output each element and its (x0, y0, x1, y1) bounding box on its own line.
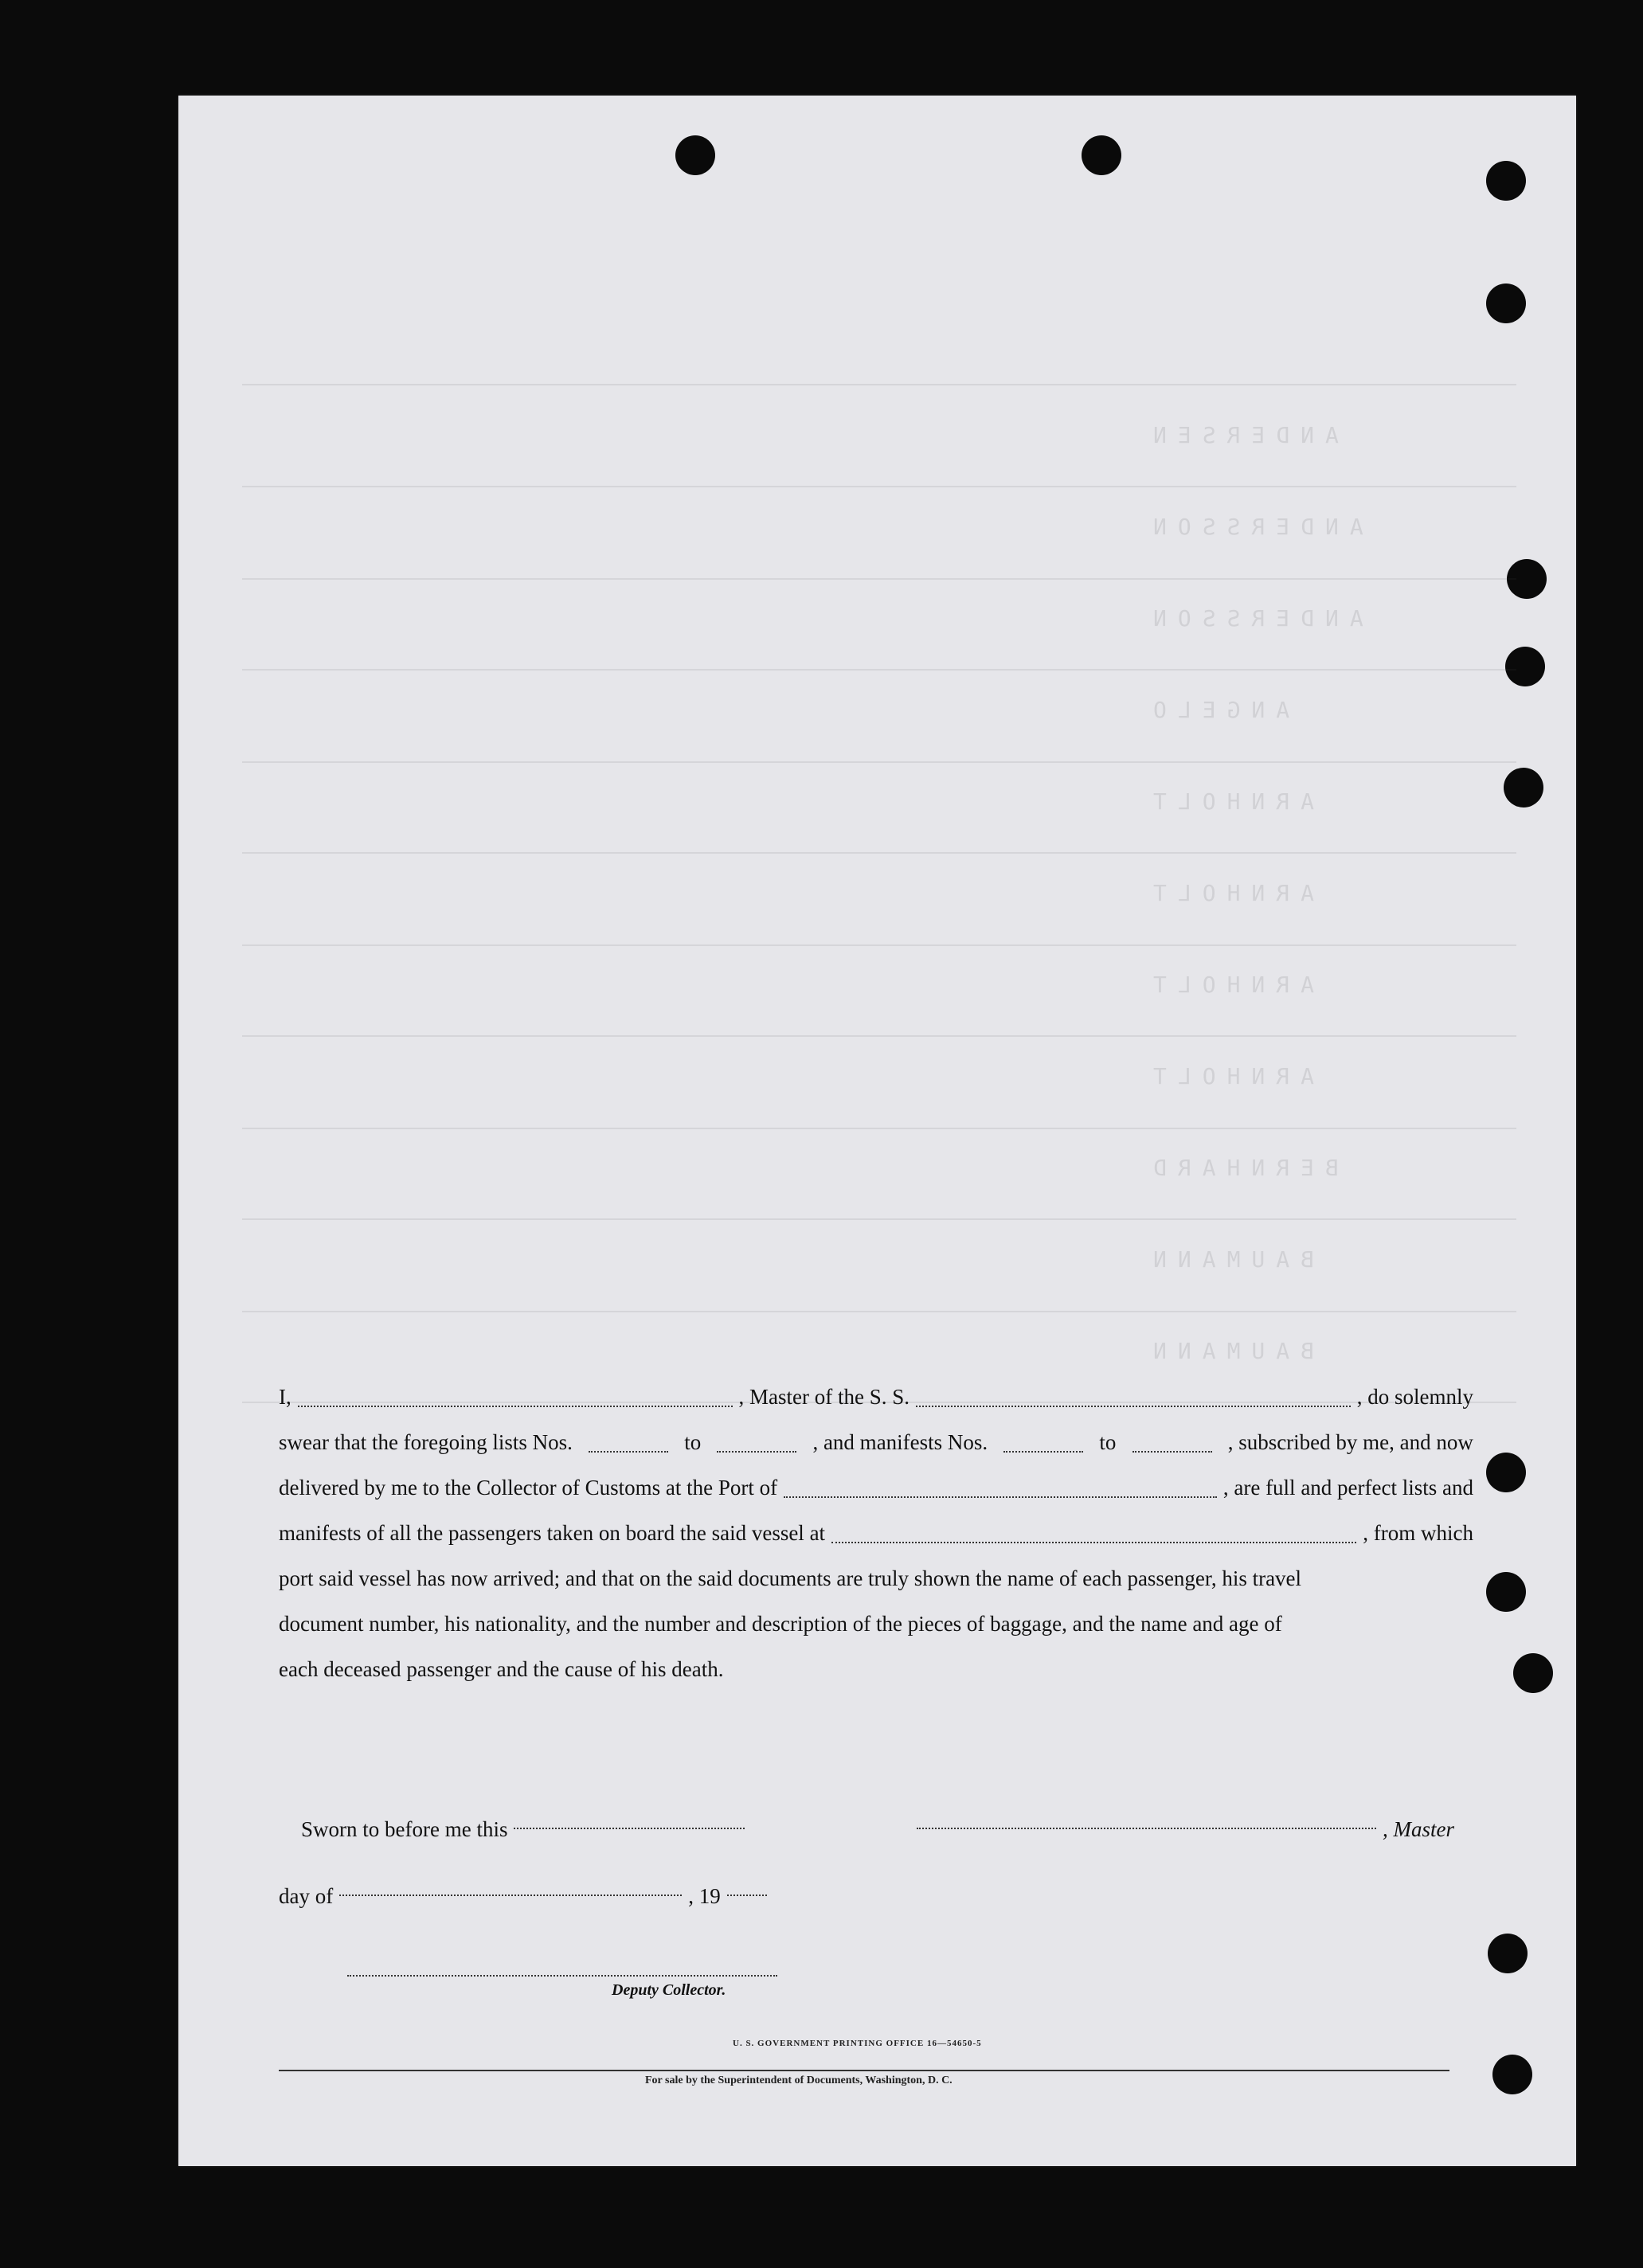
manifests-from-field[interactable] (1003, 1450, 1083, 1453)
oath-line-2 (279, 1420, 1473, 1465)
oath-to-2: to (1099, 1430, 1117, 1454)
oath-line-1 (279, 1374, 1473, 1420)
oath-paragraph (279, 1374, 1473, 1692)
manifests-to-field[interactable] (1132, 1450, 1212, 1453)
deputy-signature-line[interactable] (347, 1975, 777, 1977)
oath-line7: each deceased passenger and the cause of his death. (279, 1657, 724, 1681)
oath-manifests: , and manifests Nos. (812, 1430, 988, 1454)
oath-line1-end: , do solemnly (1356, 1385, 1474, 1409)
oath-to-1: to (684, 1430, 702, 1454)
oath-line-7 (279, 1647, 1473, 1692)
year-label: , 19 (688, 1884, 721, 1908)
oath-line-5 (279, 1556, 1473, 1601)
day-of-field[interactable] (339, 1894, 682, 1896)
day-of-label: day of (279, 1884, 334, 1908)
footer-rule (279, 2070, 1449, 2071)
master-label: , Master (1383, 1817, 1454, 1841)
master-signature-field[interactable] (917, 1827, 1376, 1829)
oath-line6: document number, his nationality, and the number and description of the pieces of baggage, and the name and age of (279, 1612, 1282, 1636)
printer-line: U. S. GOVERNMENT PRINTING OFFICE 16—54650-5 (733, 2039, 982, 2048)
sworn-label: Sworn to before me this (301, 1817, 508, 1841)
oath-line4-start: manifests of all the passengers taken on board the said vessel at (279, 1521, 826, 1545)
oath-line-3 (279, 1465, 1473, 1511)
oath-line-4 (279, 1511, 1473, 1556)
sworn-row (301, 1817, 1454, 1842)
year-field[interactable] (727, 1894, 767, 1896)
sworn-date-field[interactable] (514, 1827, 745, 1829)
oath-line2-end: , subscribed by me, and now (1227, 1430, 1473, 1454)
footer-sale-text: For sale by the Superintendent of Documents, Washington, D. C. (645, 2074, 953, 2086)
manifest-page (178, 96, 1576, 2166)
oath-line3-end: , are full and perfect lists and (1222, 1476, 1473, 1500)
oath-line-6 (279, 1601, 1473, 1647)
deputy-collector-label: Deputy Collector. (612, 1981, 726, 1999)
oath-i: I, (279, 1385, 291, 1409)
bleed-through: ANDERSEN ANDERSSON ANDERSSON ANGELO ARNHOLT ARNHOLT ARNHOLT ARNHOLT BERNHARD BAUMANN BAUMANN (242, 96, 1516, 2086)
master-name-field[interactable] (298, 1405, 733, 1407)
oath-line4-end: , from which (1363, 1521, 1473, 1545)
punch-hole (1513, 1653, 1553, 1693)
port-field[interactable] (784, 1496, 1217, 1498)
oath-line5: port said vessel has now arrived; and that on the said documents are truly shown the name of each passenger, his travel (279, 1566, 1302, 1590)
lists-to-field[interactable] (717, 1450, 796, 1453)
day-of-row (279, 1884, 773, 1909)
ship-name-field[interactable] (916, 1405, 1351, 1407)
oath-line3-start: delivered by me to the Collector of Customs at the Port of (279, 1476, 778, 1500)
departure-port-field[interactable] (831, 1541, 1356, 1543)
lists-from-field[interactable] (589, 1450, 668, 1453)
oath-master-of: , Master of the S. S. (738, 1385, 910, 1409)
oath-line2-start: swear that the foregoing lists Nos. (279, 1430, 573, 1454)
